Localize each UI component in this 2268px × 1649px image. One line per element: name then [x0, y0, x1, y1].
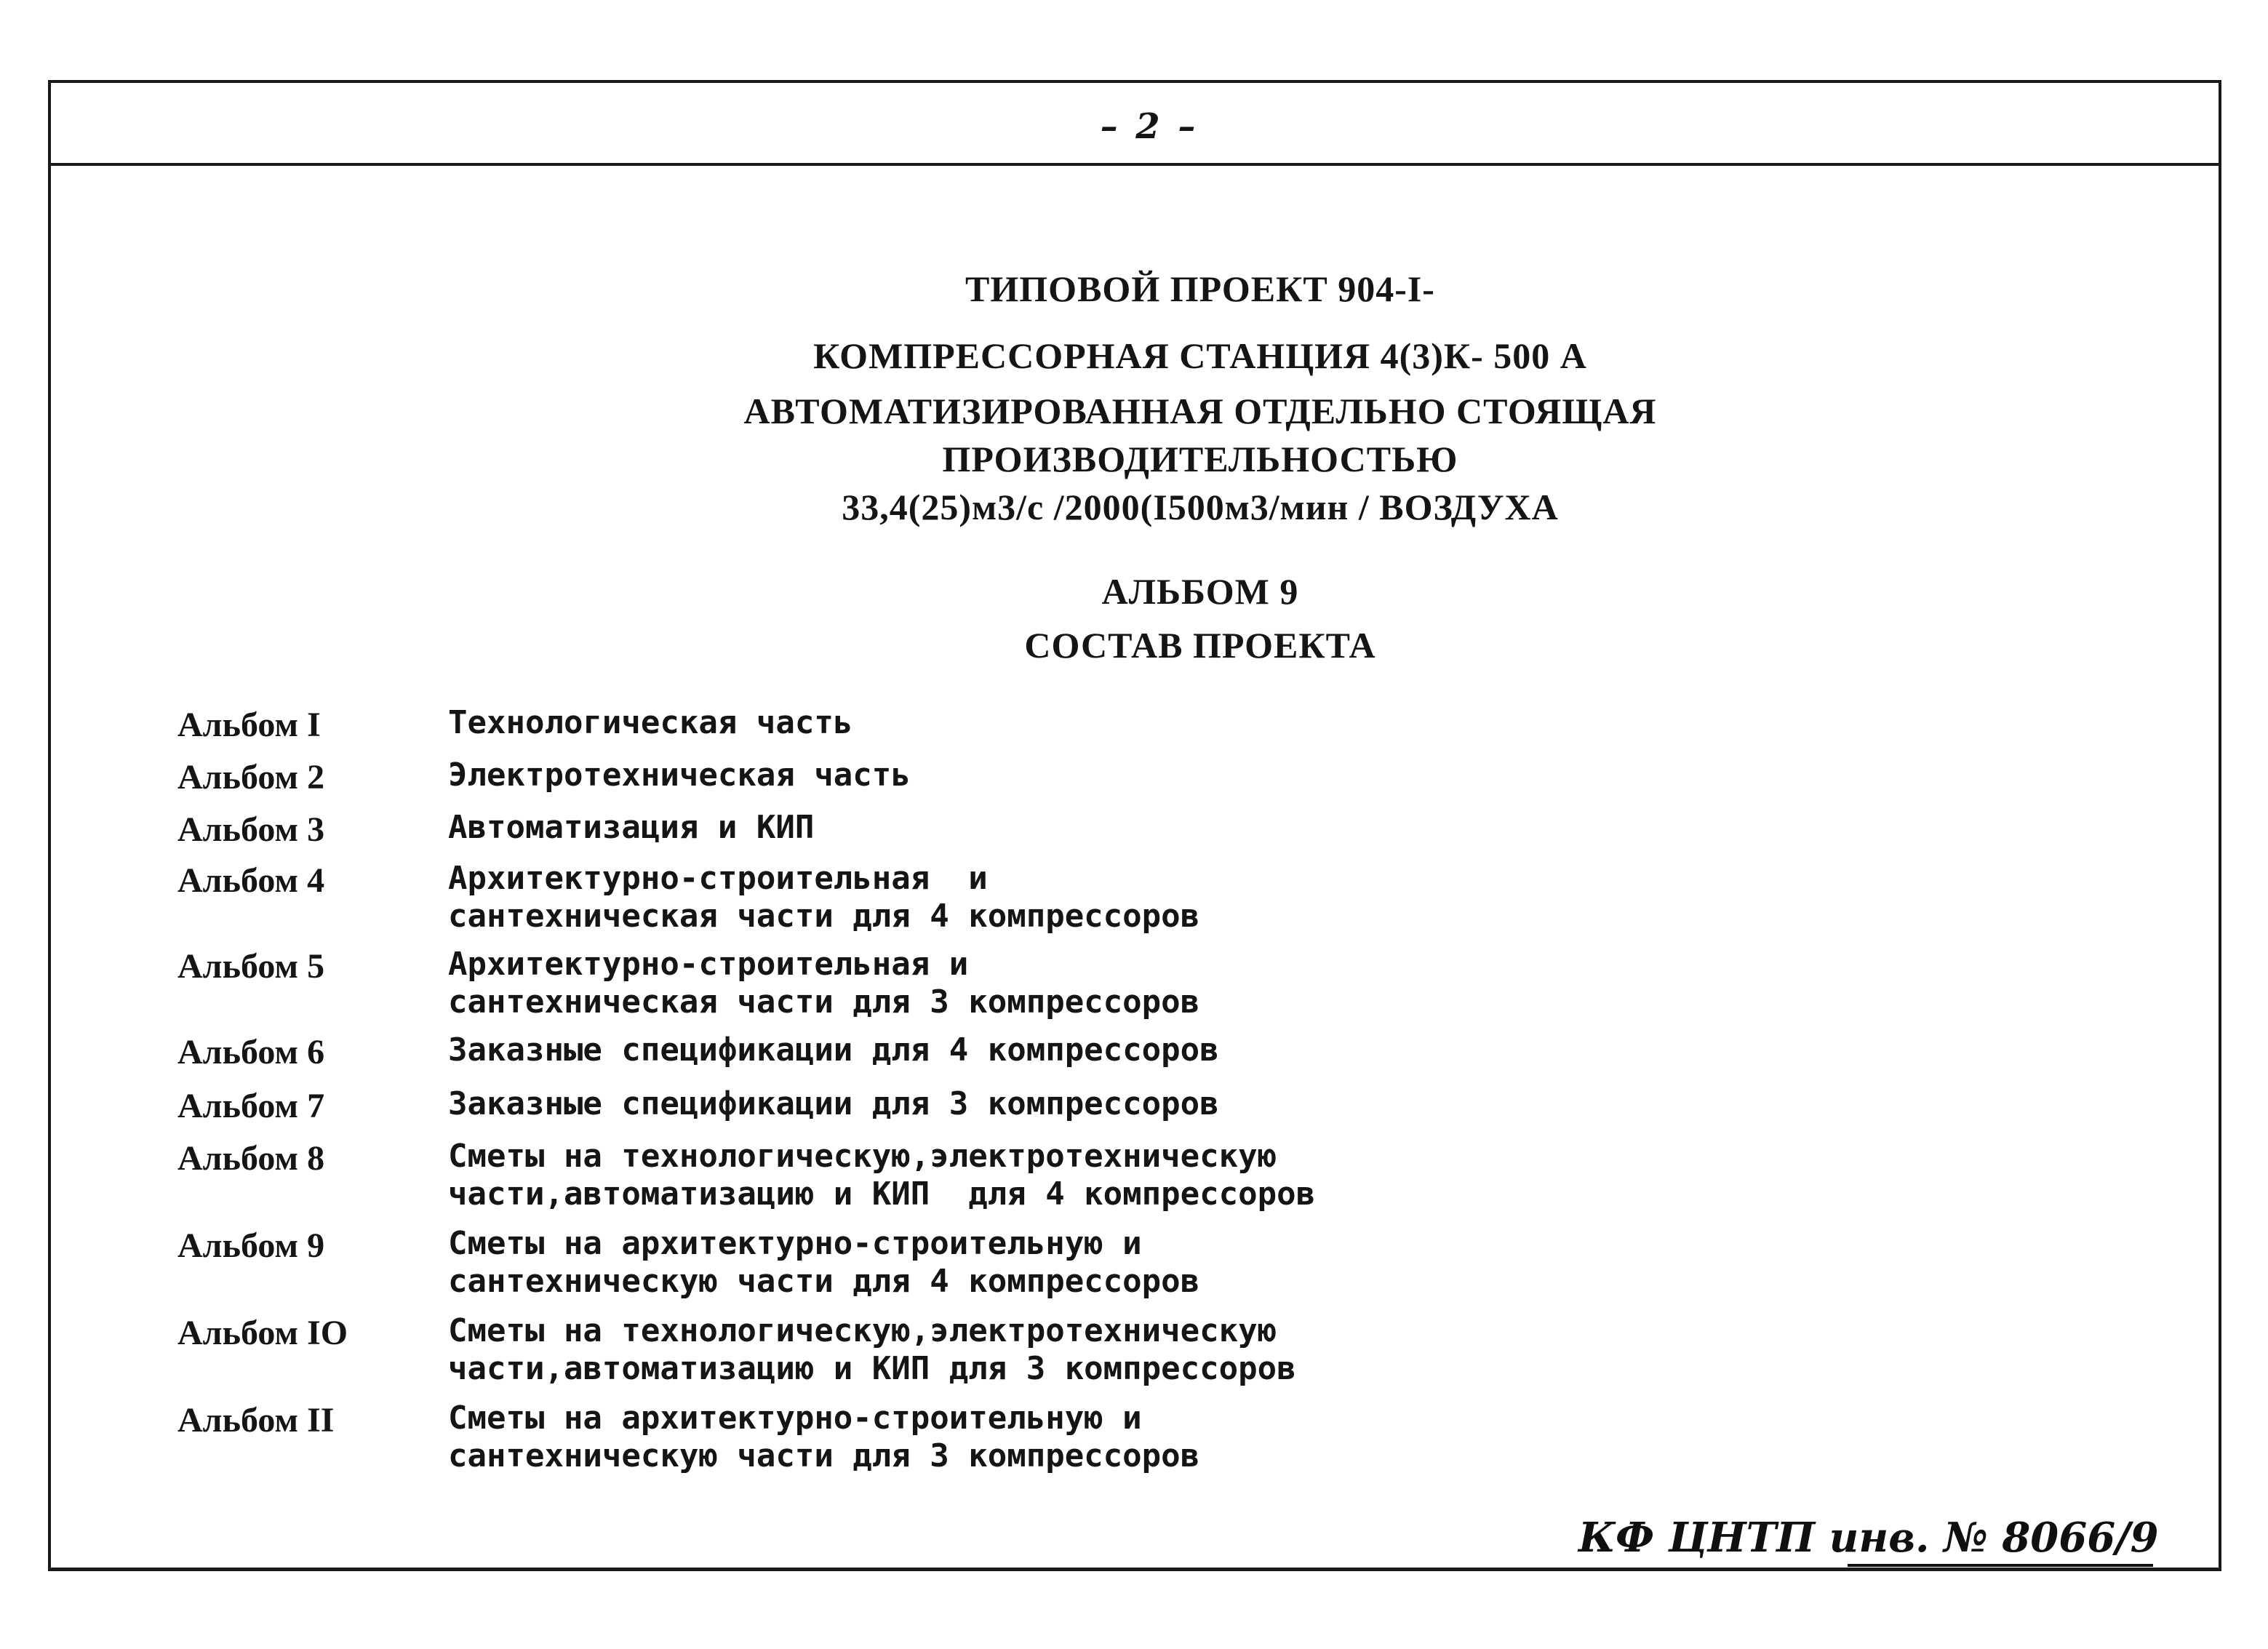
list-item [177, 1085, 2069, 1138]
list-item [177, 1312, 2069, 1400]
header-divider [48, 163, 2221, 166]
album-name: Альбом 9 [177, 1226, 325, 1265]
album-heading: АЛЬБОМ 9 [1101, 571, 1299, 612]
station-title: КОМПРЕССОРНАЯ СТАНЦИЯ 4(3)К- 500 А [813, 335, 1587, 376]
station-subtitle: АВТОМАТИЗИРОВАННАЯ ОТДЕЛЬНО СТОЯЩАЯ [743, 391, 1657, 431]
album-name: Альбом IO [177, 1314, 348, 1352]
album-description: Архитектурно-строительная и сантехническая части для 3 компрессоров [448, 946, 1200, 1021]
capacity-value: 33,4(25)м3/с /2000(I500м3/мин / ВОЗДУХА [842, 487, 1559, 527]
list-item [177, 1225, 2069, 1312]
list-item [177, 704, 2069, 756]
album-name: Альбом 4 [177, 861, 325, 900]
page-number: – 2 – [1100, 106, 1199, 147]
album-name: Альбом 8 [177, 1139, 325, 1178]
list-item [177, 946, 2069, 1031]
album-name: Альбом 2 [177, 758, 325, 796]
capacity-label: ПРОИЗВОДИТЕЛЬНОСТЬЮ [942, 439, 1458, 479]
album-description: Сметы на технологическую,электротехническую части,автоматизацию и КИП для 3 компрессоров [448, 1312, 1296, 1387]
album-name: Альбом 3 [177, 810, 325, 849]
album-description: Заказные спецификации для 3 компрессоров [448, 1085, 1219, 1122]
list-item [177, 1031, 2069, 1085]
album-description: Сметы на архитектурно-строительную и сантехническую части для 3 компрессоров [448, 1400, 1200, 1474]
album-list [177, 704, 2069, 1487]
stamp-text: КФ ЦНТП инв. № 8066/9 [1578, 1514, 2159, 1562]
album-description: Автоматизация и КИП [448, 809, 815, 846]
archive-stamp [1578, 1512, 2175, 1570]
list-item [177, 1138, 2069, 1225]
album-description: Технологическая часть [448, 704, 853, 741]
album-name: Альбом 6 [177, 1033, 325, 1071]
album-name: Альбом 7 [177, 1087, 325, 1125]
album-description: Заказные спецификации для 4 компрессоров [448, 1031, 1219, 1069]
album-name: Альбом II [177, 1401, 335, 1440]
album-name: Альбом 5 [177, 947, 325, 986]
section-heading: СОСТАВ ПРОЕКТА [1024, 625, 1376, 666]
album-description: Сметы на архитектурно-строительную и сантехническую части для 4 компрессоров [448, 1225, 1200, 1300]
album-description: Электротехническая часть [448, 756, 911, 794]
list-item [177, 756, 2069, 809]
list-item [177, 809, 2069, 860]
project-title: ТИПОВОЙ ПРОЕКТ 904-I- [965, 268, 1435, 309]
album-description: Архитектурно-строительная и сантехническая части для 4 компрессоров [448, 860, 1200, 935]
album-name: Альбом I [177, 706, 321, 744]
list-item [177, 1400, 2069, 1487]
album-description: Сметы на технологическую,электротехническую части,автоматизацию и КИП для 4 компрессоров [448, 1138, 1316, 1213]
list-item [177, 860, 2069, 946]
stamp-underline [1848, 1564, 2153, 1567]
